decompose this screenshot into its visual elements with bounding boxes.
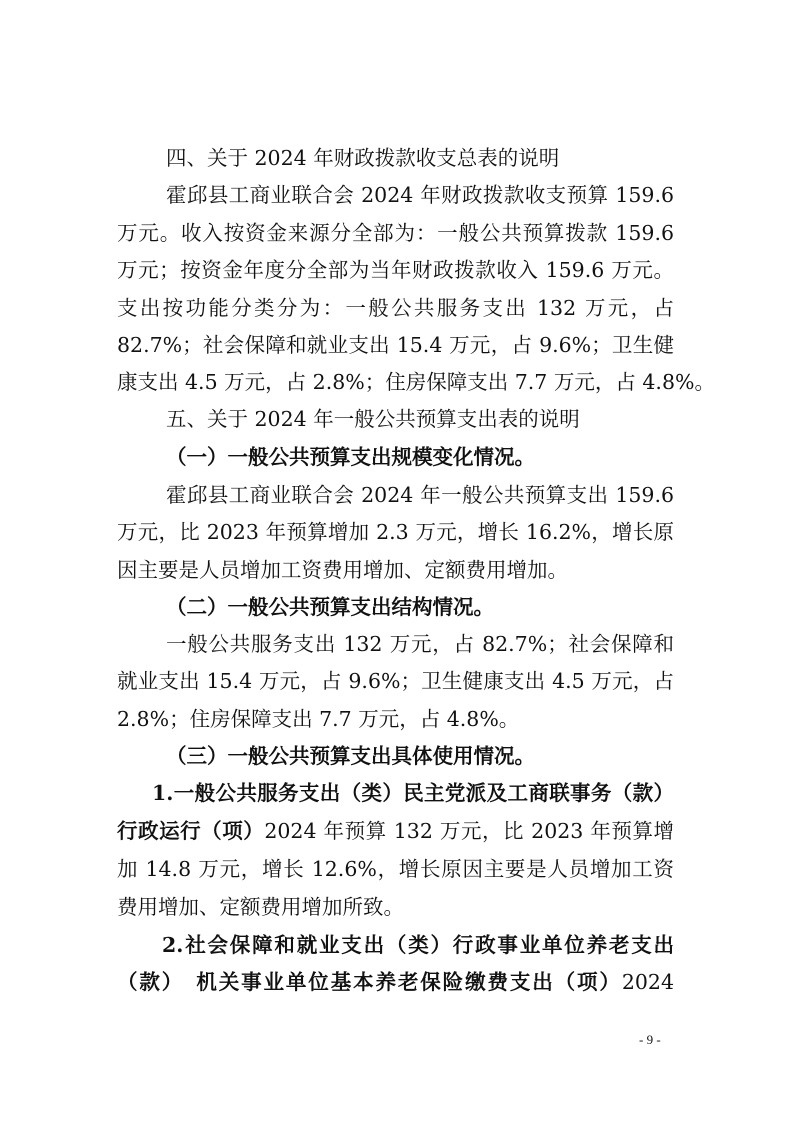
item-1-title: 1.一般公共服务支出（类）民主党派及工商联事务（款）	[152, 781, 674, 805]
paragraph-line: 2.8%；住房保障支出 7.7 万元，占 4.8%。	[117, 707, 520, 731]
section-5-heading: 五、关于 2024 年一般公共预算支出表的说明	[166, 407, 580, 431]
paragraph-line: 霍邱县工商业联合会 2024 年财政拨款收支预算 159.6	[166, 183, 674, 207]
section-4-heading: 四、关于 2024 年财政拨款收支总表的说明	[166, 146, 560, 170]
paragraph-line: 82.7%；社会保障和就业支出 15.4 万元，占 9.6%；卫生健	[117, 333, 674, 357]
paragraph-line: 一般公共服务支出 132 万元，占 82.7%；社会保障和	[166, 632, 674, 656]
paragraph-line: 万元，比 2023 年预算增加 2.3 万元，增长 16.2%，增长原	[117, 520, 674, 544]
paragraph-line: 康支出 4.5 万元，占 2.8%；住房保障支出 7.7 万元，占 4.8%。	[117, 370, 715, 394]
item-1-line	[117, 817, 674, 845]
paragraph-line: 万元。收入按资金来源分全部为：一般公共预算拨款 159.6	[117, 221, 674, 245]
paragraph-line: 霍邱县工商业联合会 2024 年一般公共预算支出 159.6	[166, 483, 674, 507]
item-2-line	[117, 968, 674, 996]
paragraph-line: 因主要是人员增加工资费用增加、定额费用增加。	[117, 558, 568, 582]
paragraph-line: 加 14.8 万元，增长 12.6%，增长原因主要是人员增加工资	[117, 857, 674, 881]
item-2-text: 2024	[621, 970, 674, 994]
item-1-category: 行政运行（项）	[117, 819, 265, 843]
subsection-1-heading: （一）一般公共预算支出规模变化情况。	[166, 445, 535, 469]
page-number: - 9 -	[639, 1032, 661, 1047]
item-1-text: 2024 年预算 132 万元，比 2023 年预算增	[264, 819, 675, 843]
item-2-category: （款） 机关事业单位基本养老保险缴费支出（项）	[117, 970, 622, 994]
paragraph-line: 支出按功能分类分为：一般公共服务支出 132 万元，占	[117, 296, 674, 320]
paragraph-line: 万元；按资金年度分全部为当年财政拨款收入 159.6 万元。	[117, 258, 674, 282]
subsection-2-heading: （二）一般公共预算支出结构情况。	[166, 595, 494, 619]
item-2-title: 2.社会保障和就业支出（类）行政事业单位养老支出	[162, 933, 674, 957]
paragraph-line: 就业支出 15.4 万元，占 9.6%；卫生健康支出 4.5 万元，占	[117, 669, 674, 693]
subsection-3-heading: （三）一般公共预算支出具体使用情况。	[166, 744, 535, 768]
paragraph-line: 费用增加、定额费用增加所致。	[117, 895, 404, 919]
